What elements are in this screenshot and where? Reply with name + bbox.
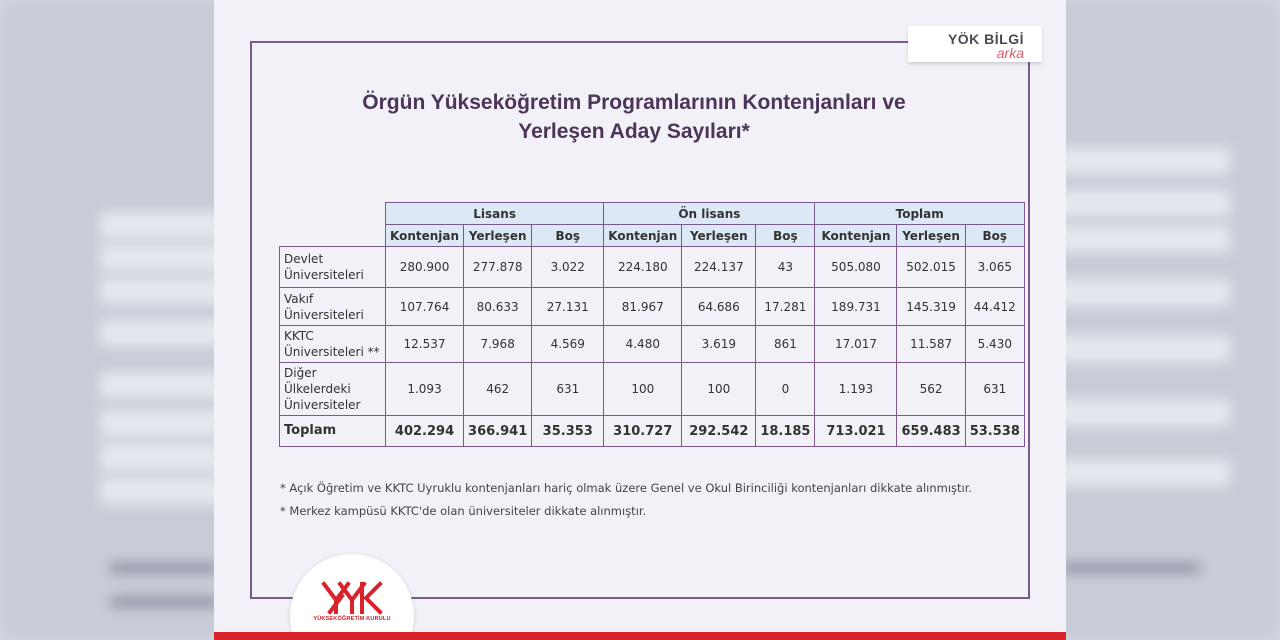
- footnote-2: * Merkez kampüsü KKTC'de olan üniversiteler dikkate alınmıştır.: [280, 504, 647, 518]
- subheader: Yerleşen: [897, 225, 965, 247]
- table-cell: 100: [604, 363, 682, 416]
- infographic-page: [214, 0, 1066, 640]
- total-cell: 713.021: [815, 416, 897, 447]
- table-cell: 7.968: [464, 326, 532, 363]
- blurred-background-right: [1050, 0, 1280, 640]
- bottom-red-strip: [214, 632, 1066, 640]
- total-cell: 659.483: [897, 416, 965, 447]
- title-line-1: Örgün Yükseköğretim Programlarının Kontenjanları ve: [362, 91, 906, 114]
- table-cell: 224.180: [604, 247, 682, 288]
- subheader: Yerleşen: [464, 225, 532, 247]
- subheader: Kontenjan: [604, 225, 682, 247]
- blurred-background-left: [0, 0, 230, 640]
- table-cell: 224.137: [682, 247, 756, 288]
- title-line-2: Yerleşen Aday Sayıları*: [518, 120, 750, 143]
- subheader: Kontenjan: [815, 225, 897, 247]
- table-cell: 100: [682, 363, 756, 416]
- subheader: Boş: [756, 225, 815, 247]
- subheader: Boş: [965, 225, 1024, 247]
- table-cell: 12.537: [386, 326, 464, 363]
- table-cell: 277.878: [464, 247, 532, 288]
- yok-logo-icon: [290, 554, 414, 640]
- table-cell: 0: [756, 363, 815, 416]
- total-cell: 35.353: [532, 416, 604, 447]
- table-cell: 11.587: [897, 326, 965, 363]
- table-cell: 280.900: [386, 247, 464, 288]
- table-cell: 462: [464, 363, 532, 416]
- row-label: Diğer Ülkelerdeki Üniversiteler: [280, 363, 386, 416]
- table-cell: 80.633: [464, 288, 532, 326]
- group-header-toplam: Toplam: [815, 203, 1024, 225]
- table-cell: 4.569: [532, 326, 604, 363]
- table-cell: 3.022: [532, 247, 604, 288]
- subheader: Kontenjan: [386, 225, 464, 247]
- table-cell: 505.080: [815, 247, 897, 288]
- table-cell: 189.731: [815, 288, 897, 326]
- table-row: [280, 363, 1025, 416]
- table-cell: 3.065: [965, 247, 1024, 288]
- table-cell: 5.430: [965, 326, 1024, 363]
- table-cell: 145.319: [897, 288, 965, 326]
- table-cell: 3.619: [682, 326, 756, 363]
- group-header-onlisans: Ön lisans: [604, 203, 815, 225]
- table-cell: 631: [965, 363, 1024, 416]
- total-cell: 53.538: [965, 416, 1024, 447]
- table-cell: 861: [756, 326, 815, 363]
- table-cell: 4.480: [604, 326, 682, 363]
- page-title: [274, 88, 994, 146]
- table-cell: 17.017: [815, 326, 897, 363]
- total-label: Toplam: [280, 416, 386, 447]
- table-cell: 44.412: [965, 288, 1024, 326]
- corner-blank: [280, 225, 386, 247]
- total-cell: 18.185: [756, 416, 815, 447]
- row-label: Devlet Üniversiteleri: [280, 247, 386, 288]
- row-label: Vakıf Üniversiteleri: [280, 288, 386, 326]
- table-row: [280, 326, 1025, 363]
- table-cell: 81.967: [604, 288, 682, 326]
- total-cell: 402.294: [386, 416, 464, 447]
- subheader: Yerleşen: [682, 225, 756, 247]
- logo-caption: YÜKSEKÖĞRETİM KURULU: [313, 616, 391, 622]
- row-label: KKTC Üniversiteleri **: [280, 326, 386, 363]
- table-row: [280, 288, 1025, 326]
- table-cell: 631: [532, 363, 604, 416]
- table-cell: 64.686: [682, 288, 756, 326]
- quota-table: [279, 202, 1025, 447]
- total-cell: 310.727: [604, 416, 682, 447]
- subheader: Boş: [532, 225, 604, 247]
- total-cell: 292.542: [682, 416, 756, 447]
- brand-line-2: arka: [996, 45, 1024, 61]
- corner-blank: [280, 203, 386, 225]
- footnotes: [280, 477, 972, 523]
- table-cell: 502.015: [897, 247, 965, 288]
- yok-logo: [290, 554, 414, 640]
- table-cell: 17.281: [756, 288, 815, 326]
- table-row: [280, 247, 1025, 288]
- table-cell: 1.193: [815, 363, 897, 416]
- table-cell: 107.764: [386, 288, 464, 326]
- yok-bilgi-badge: [908, 26, 1042, 62]
- table-cell: 27.131: [532, 288, 604, 326]
- total-row: [280, 416, 1025, 447]
- brand-line-1: YÖK BİLGİ: [947, 31, 1024, 47]
- group-header-lisans: Lisans: [386, 203, 604, 225]
- table-cell: 43: [756, 247, 815, 288]
- table-cell: 1.093: [386, 363, 464, 416]
- total-cell: 366.941: [464, 416, 532, 447]
- footnote-1: * Açık Öğretim ve KKTC Uyruklu kontenjanları hariç olmak üzere Genel ve Okul Birinciliği kontenjanları dikkate alınmıştır.: [280, 481, 973, 495]
- table-cell: 562: [897, 363, 965, 416]
